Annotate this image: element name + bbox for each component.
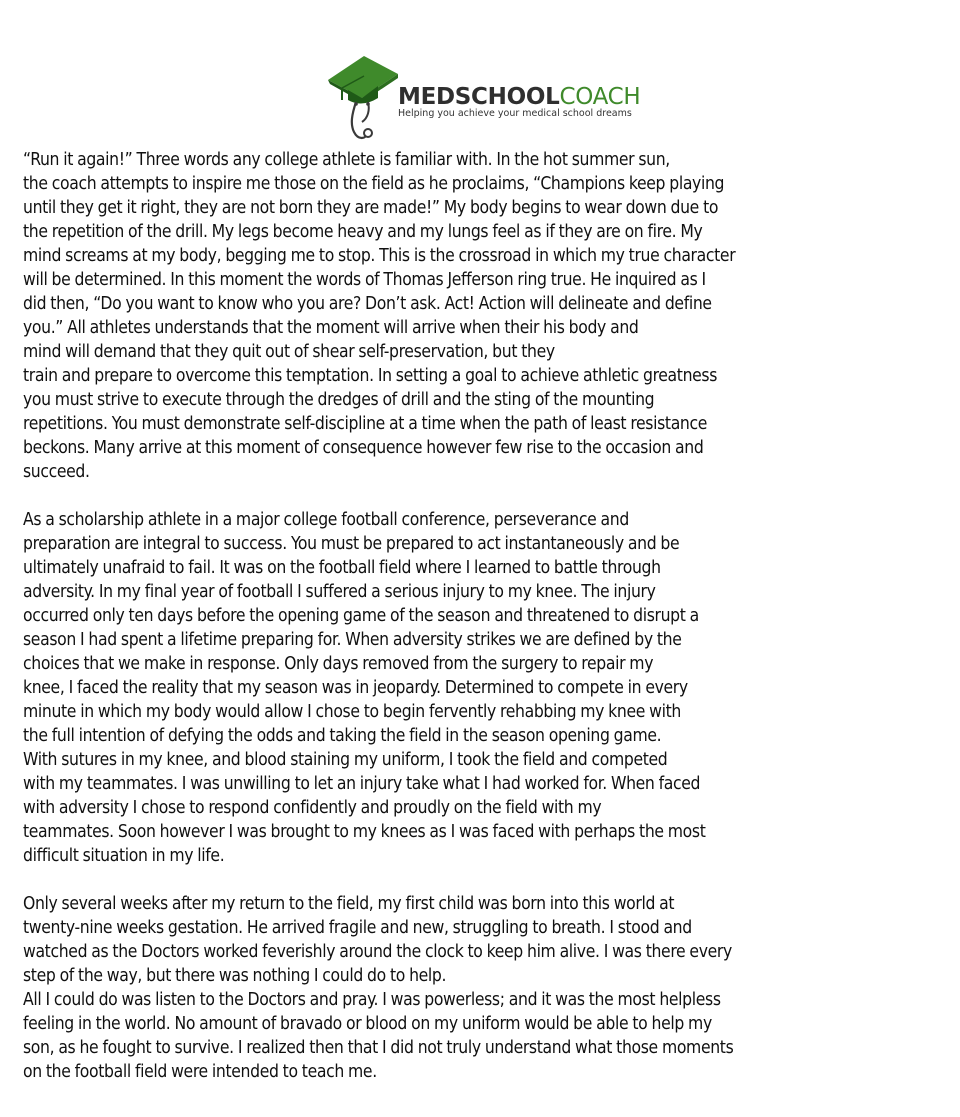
header — [0, 52, 960, 144]
essay-paragraph-3: Only several weeks after my return to the field, my first child was born into this world at twenty-nine weeks gestation. He arrived fragile and new, struggling to breath. I stood and watched as the Doctors worked feverishly around the clock to keep him alive. I was there every step of the way, but there was nothing I could do to help. All I could do was listen to the Doctors and pray. I was powerless; and it was the most helpless feeling in the world. No amount of bravado or blood on my uniform would be able to help my son, as he fought to survive. I realized then that I did not truly understand what those moments on the football field were intended to teach me. — [23, 894, 734, 1082]
essay-paragraph-2: As a scholarship athlete in a major college football conference, perseverance and preparation are integral to success. You must be prepared to act instantaneously and be ultimately unafraid to fail. It was on the football field where I learned to battle through adversity. In my final year of football I suffered a serious injury to my knee. The injury occurred only ten days before the opening game of the season and threatened to disrupt a season I had spent a lifetime preparing for. When adversity strikes we are defined by the choices that we make in response. Only days removed from the surgery to repair my knee, I faced the reality that my season was in jeopardy. Determined to compete in every minute in which my body would allow I chose to begin fervently rehabbing my knee with the full intention of defying the odds and taking the field in the season opening game. With sutures in my knee, and blood staining my uniform, I took the field and competed with my teammates. I was unwilling to let an injury take what I had worked for. When faced with adversity I chose to respond confidently and proudly on the field with my teammates. Soon however I was brought to my knees as I was faced with perhaps the most difficult situation in my life. — [23, 510, 706, 866]
brand-name-light: COACH — [559, 84, 641, 110]
graduation-cap-stethoscope-icon — [326, 52, 402, 144]
tagline: Helping you achieve your medical school dreams — [398, 108, 632, 119]
essay-paragraph-1: “Run it again!” Three words any college athlete is familiar with. In the hot summer sun, the coach attempts to inspire me those on the field as he proclaims, “Champions keep playing until they get it right, they are not born they are made!” My body begins to wear down due to the repetition of the drill. My legs become heavy and my lungs feel as if they are on fire. My mind screams at my body, begging me to stop. This is the crossroad in which my true character will be determined. In this moment the words of Thomas Jefferson ring true. He inquired as I did then, “Do you want to know who you are? Don’t ask. Act! Action will delineate and define you.” All athletes understands that the moment will arrive when their his body and mind will demand that they quit out of shear self-preservation, but they train and prepare to overcome this temptation. In setting a goal to achieve athletic greatness you must strive to execute through the dredges of drill and the sting of the mounting repetitions. You must demonstrate self-discipline at a time when the path of least resistance beckons. Many arrive at this moment of consequence however few rise to the occasion and succeed. — [23, 150, 736, 482]
brand-name — [398, 84, 640, 110]
essay-body — [23, 148, 943, 1108]
logo — [398, 84, 640, 119]
brand-name-strong: MEDSCHOOL — [398, 84, 560, 110]
